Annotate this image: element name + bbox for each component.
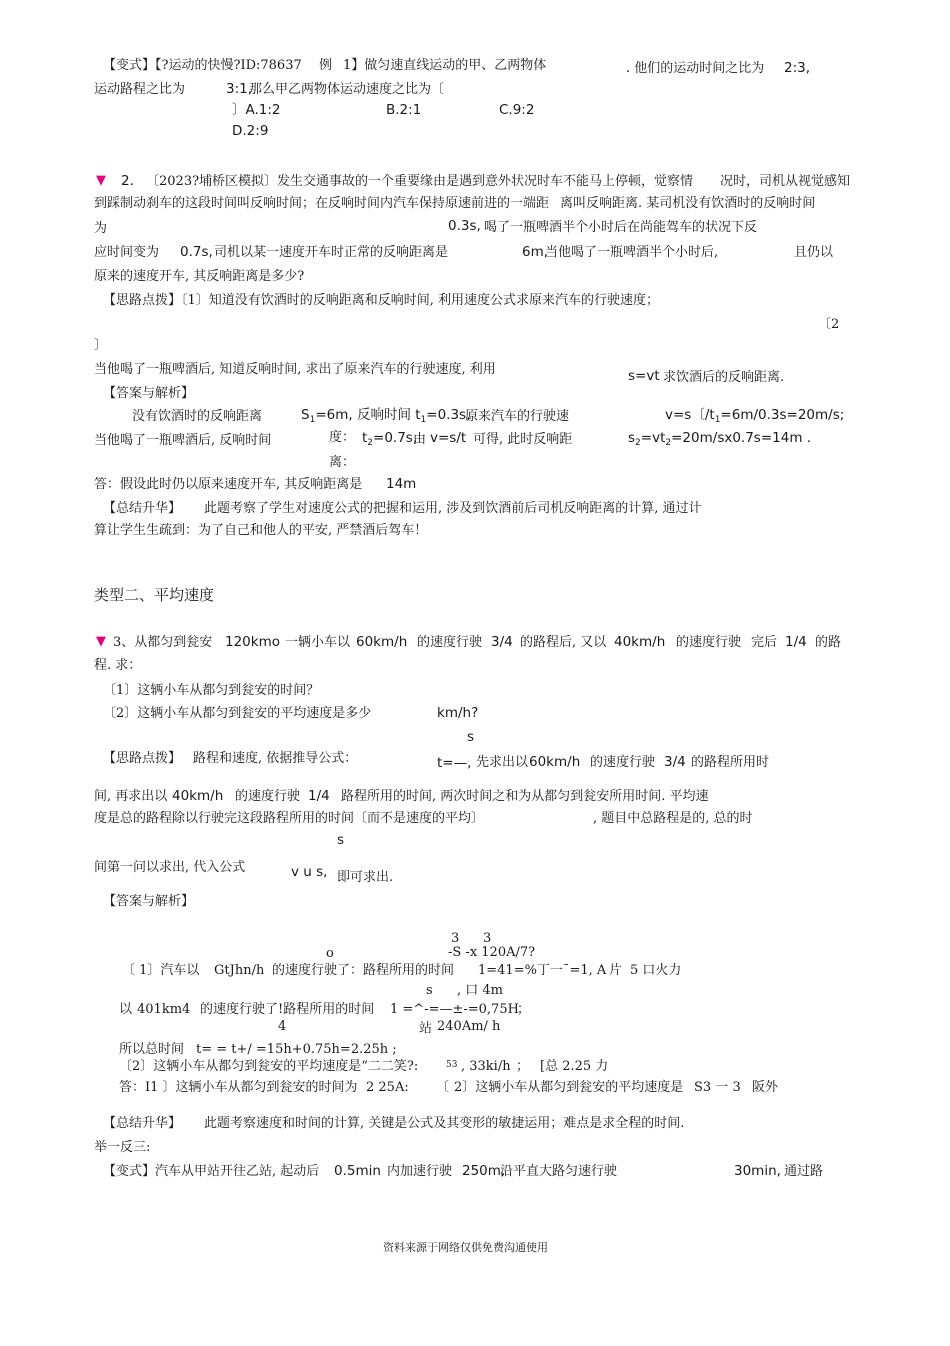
answer-formula: 1 =^-=—±-=0,75H xyxy=(390,1002,519,1017)
page-footer: 资料来源于网络仅供免费沟通使用 xyxy=(383,1241,548,1254)
hint-title: 【思路点拨】 xyxy=(103,751,182,766)
question-text: 到踩制动刹车的这段时间叫反响时间；在反响时间内汽车保持原速前进的一端距 xyxy=(94,196,550,211)
formula: t=—, xyxy=(437,755,472,771)
question-number: 2. xyxy=(121,173,134,189)
sub-question-1: 〔1〕这辆小车从都匀到瓮安的时间？ xyxy=(103,683,320,698)
answer-text: S3 一 3 xyxy=(694,1080,741,1095)
question-text: 司机以某一速度开车时正常的反响距离是 xyxy=(214,245,449,260)
summary-text: 此题考察了学生对速度公式的把握和运用, 涉及到饮酒前后司机反响距离的计算, 通过计 xyxy=(204,501,702,516)
answer-text: 所以总时间 xyxy=(119,1042,185,1057)
answer-value: 14m xyxy=(386,476,417,492)
hint-text: 的路程所用时 xyxy=(691,755,770,770)
answer-text: 2 25A: xyxy=(366,1080,409,1095)
answer-text: 原来汽车的行驶速 xyxy=(465,409,570,424)
answer-title: 【答案与解析】 xyxy=(103,386,195,401)
ocr-fragment: , 口 4m xyxy=(457,983,503,998)
hint-text: 间, 再求出以 xyxy=(94,789,168,804)
answer-text: 阪外 xyxy=(752,1080,779,1095)
question-value: 0.7s, xyxy=(180,244,213,260)
answer-text: 〔 xyxy=(436,1080,450,1095)
question-text: 完后 xyxy=(751,635,778,650)
answer-text: 的速度行驶了：路程所用的时间 xyxy=(272,963,455,978)
variant-text: 内加速行驶 xyxy=(387,1164,453,1179)
answer-text: ； xyxy=(516,1059,530,1074)
practice-label: 举一反三: xyxy=(94,1140,151,1155)
question-value: 40km/h xyxy=(172,788,224,804)
question-text: 原来的速度开车, 其反响距离是多少? xyxy=(94,269,305,284)
triangle-down-icon: ▼ xyxy=(96,173,106,188)
answer-text: 的速度行驶了!路程所用的时间 xyxy=(200,1002,375,1017)
question-text: 3、从都匀到瓮安 xyxy=(113,635,213,650)
hint-text: 当他喝了一瓶啤酒后, 知道反响时间, 求出了原来汽车的行驶速度, 利用 xyxy=(94,362,496,377)
ocr-fragment: 3 xyxy=(483,931,492,946)
summary-text: 算让学生生疏到：为了自己和他人的平安, 严禁酒后驾车！ xyxy=(94,523,428,538)
ocr-fragment: 3 xyxy=(451,931,460,946)
answer-text: 度： xyxy=(329,430,356,445)
variant-1-ratio: 3:1, xyxy=(226,81,253,97)
question-value: 1/4 xyxy=(308,788,330,804)
option-d: D.2:9 xyxy=(232,123,269,139)
formula: v=s/t xyxy=(430,430,467,446)
question-value: 60km/h xyxy=(356,634,408,650)
question-value: 30min, xyxy=(734,1163,781,1179)
question-text: 离叫反响距离. 某司机没有饮酒时的反响时间 xyxy=(560,196,816,211)
hint-text: 度是总的路程除以行驶完这段路程所用的时间〔而不是速度的平均〕 xyxy=(94,811,485,826)
triangle-down-icon: ▼ xyxy=(96,634,106,649)
variant-text: 通过路 xyxy=(784,1164,824,1179)
hint-text: 路程所用的时间, 两次时间之和为从都匀到瓮安所用时间. 平均速 xyxy=(341,789,709,804)
formula: $s_2=vt_2=20m/sx0.7s=14m$ . xyxy=(628,430,812,448)
question-value: 3/4 xyxy=(491,634,513,650)
question-text: 当他喝了一瓶啤酒半个小时后, xyxy=(545,245,719,260)
answer-formula: , 33ki/h xyxy=(461,1059,511,1074)
ocr-fragment: 53 xyxy=(446,1060,458,1070)
ocr-fragment: o xyxy=(326,946,334,961)
hint-text: , 题目中总路程是的, 总的时 xyxy=(593,811,753,826)
answer-text: $S_1=6m$, 反响时间 $t_1=0.3s$, xyxy=(301,407,471,425)
question-value: 250m, xyxy=(462,1163,506,1179)
hint-text: 〔2 xyxy=(818,317,840,332)
question-value: 3/4 xyxy=(664,754,686,770)
answer-text: 离： xyxy=(329,455,356,470)
answer-formula: 1=41=%丁一ˉ=1, A xyxy=(478,963,607,978)
question-text: 的路 xyxy=(815,635,842,650)
question-text: 程. 求： xyxy=(94,658,142,673)
hint-text: 即可求出. xyxy=(337,870,394,885)
answer-formula: t= = t+/ =15h+0.75h=2.25h ; xyxy=(196,1042,397,1057)
question-text: 应时间变为 xyxy=(94,245,160,260)
formula-numerator: s xyxy=(337,832,345,848)
variant-text: 【变式】汽车从甲站开往乙站, 起动后 xyxy=(103,1164,320,1179)
question-value: 60km/h xyxy=(529,754,581,770)
answer-text: 5 口火力 xyxy=(630,963,682,978)
question-text: 的路程后, 又以 xyxy=(520,635,607,650)
hint-text: 路程和速度, 依据推导公式： xyxy=(193,751,358,766)
answer-text: 2〕这辆小车从都匀到瓮安的平均速度是 xyxy=(454,1080,684,1095)
formula-numerator: s xyxy=(467,729,475,745)
question-value: 40km/h xyxy=(614,634,666,650)
answer-text: 答：I1 〕这辆小车从都匀到瓮安的时间为 xyxy=(119,1080,358,1095)
answer-text: 〔 1〕汽车以 xyxy=(122,963,200,978)
formula: s=vt xyxy=(628,368,660,384)
option-b: B.2:1 xyxy=(386,102,422,118)
hint-text: 先求出以 xyxy=(476,755,529,770)
answer-text: 答：假设此时仍以原来速度开车, 其反响距离是 xyxy=(94,477,363,492)
question-text: 一辆小车以 xyxy=(285,635,351,650)
question-value: 6m, xyxy=(522,244,549,260)
question-value: 1/4 xyxy=(785,634,807,650)
answer-text: 由 xyxy=(413,432,427,447)
ocr-fragment: 240Am/ h xyxy=(437,1019,501,1034)
question-value: 120kmo xyxy=(225,634,280,650)
ocr-fragment: 站 xyxy=(419,1021,433,1036)
variant-text: 沿平直大路匀速行驶 xyxy=(500,1164,618,1179)
option-c: C.9:2 xyxy=(499,102,535,118)
answer-text: 以 xyxy=(119,1002,133,1017)
answer-text: 片 xyxy=(609,963,623,978)
answer-text: 没有饮酒时的反响距离 xyxy=(132,409,263,424)
question-text: 的速度行驶 xyxy=(417,635,483,650)
question-value: 0.5min xyxy=(334,1163,381,1179)
variant-1-text: . 他们的运动时间之比为 xyxy=(626,61,765,76)
answer-text: GtJhn/h xyxy=(214,963,265,978)
formula: v u s, xyxy=(291,864,328,880)
answer-text: [总 2.25 力 xyxy=(540,1059,609,1074)
answer-text: 401km4 xyxy=(137,1002,191,1017)
hint-text: 间第一问以求出, 代入公式 xyxy=(94,860,246,875)
answer-text: 当他喝了一瓶啤酒后, 反响时间 xyxy=(94,433,272,448)
question-text: 喝了一瓶啤酒半个小时后在尚能驾车的状况下反 xyxy=(484,220,758,235)
variant-1-ratio: 2:3, xyxy=(784,60,811,76)
question-value: 0.3s, xyxy=(448,218,481,234)
formula: $t_2=0.7s$, xyxy=(362,430,418,448)
hint-text: 的速度行驶 xyxy=(235,789,301,804)
section-heading: 类型二、平均速度 xyxy=(94,586,215,604)
summary-title: 【总结升华】 xyxy=(103,501,182,516)
hint-text: 的速度行驶 xyxy=(590,755,656,770)
answer-text: 〔2〕这辆小车从都匀到瓮安的平均速度是“二二笑?: xyxy=(119,1059,419,1074)
question-text: 况时，司机从视觉感知 xyxy=(720,174,851,189)
formula: v=s〔$/t_1=6m/0.3s=20m/s$; xyxy=(665,407,845,425)
variant-1-text: 1】做匀速直线运动的甲、乙两物体 xyxy=(343,58,547,73)
hint-text: 【思路点拨】〔1〕知道没有饮酒时的反响距离和反响时间, 利用速度公式求原来汽车的行驶速度； xyxy=(103,293,660,308)
question-text: 的速度行驶 xyxy=(676,635,742,650)
ocr-fragment: -S -x 120A/7? xyxy=(448,945,536,960)
variant-1-text: 运动路程之比为 xyxy=(94,82,186,97)
sub-question-2: 〔2〕这辆小车从都匀到瓮安的平均速度是多少 xyxy=(103,706,372,721)
answer-title: 【答案与解析】 xyxy=(103,894,195,909)
variant-1-text: 那么甲乙两物体运动速度之比为〔 xyxy=(249,82,445,97)
hint-text: 〕 xyxy=(94,338,108,353)
question-text: 〔2023?埔桥区模拟〕发生交通事故的一个重要缘由是遇到意外状况时车不能马上停顿，觉察情 xyxy=(146,174,694,189)
question-value: km/h? xyxy=(437,705,479,721)
question-text: 且仍以 xyxy=(794,245,834,260)
answer-text: ； xyxy=(517,1002,531,1017)
option-a: 〕A.1:2 xyxy=(232,102,281,118)
summary-text: 此题考察速度和时间的计算, 关键是公式及其变形的敏捷运用；难点是求全程的时间. xyxy=(204,1116,685,1131)
question-text: 为 xyxy=(94,221,108,236)
hint-text: 求饮酒后的反响距离. xyxy=(663,370,785,385)
variant-1-text: 【变式】【?运动的快慢?ID:78637 xyxy=(103,58,302,73)
summary-title: 【总结升华】 xyxy=(103,1116,182,1131)
answer-text: 可得, 此时反响距 xyxy=(473,432,573,447)
ocr-fragment: 4 xyxy=(278,1019,287,1034)
ocr-fragment: s xyxy=(426,983,433,998)
variant-1-text: 例 xyxy=(319,58,333,73)
